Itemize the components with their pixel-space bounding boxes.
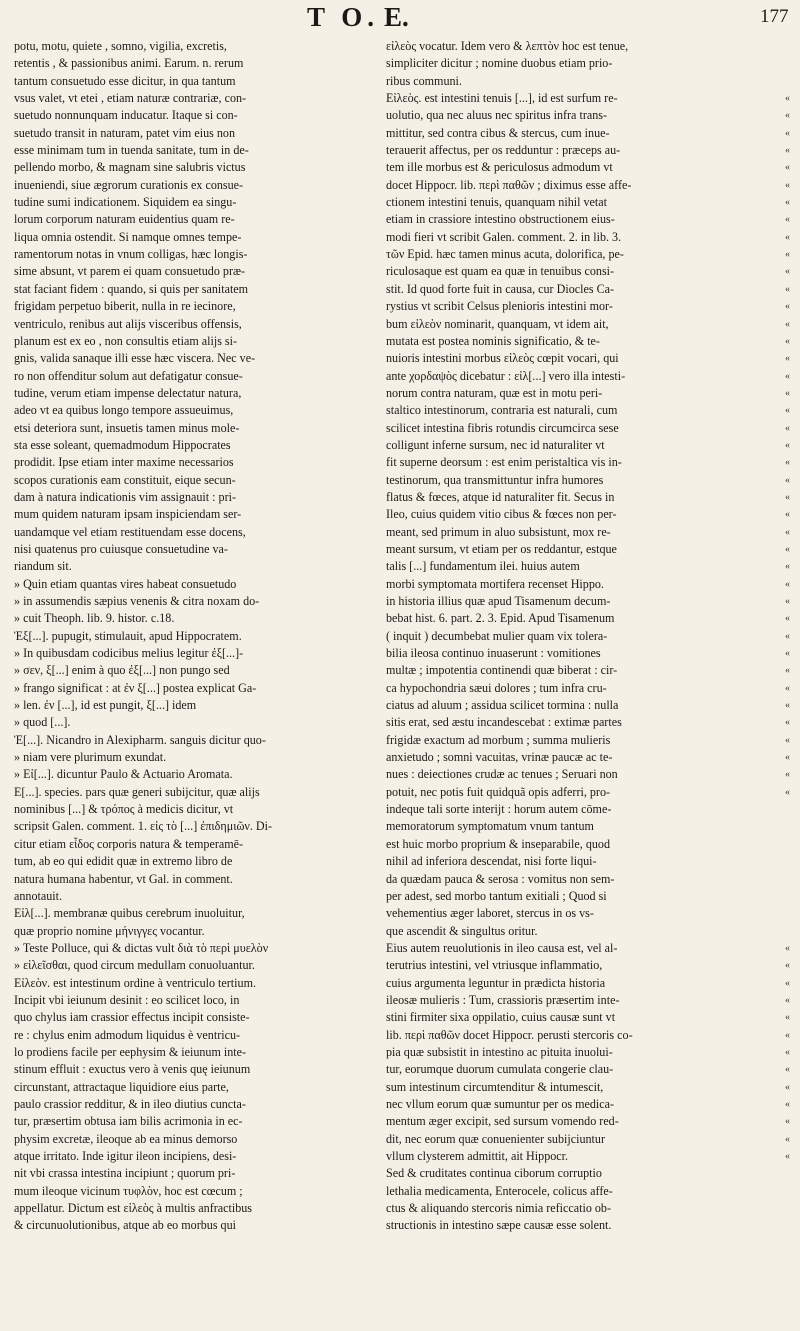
text-line — [386, 229, 790, 246]
text-line — [386, 1131, 790, 1148]
quotation-mark: « — [785, 318, 790, 330]
quotation-mark: « — [785, 249, 790, 261]
text-line-content: riculosaque est quam ea quæ in tenuibus consi- — [386, 264, 615, 279]
text-line-content: mentum æger excipit, sed sursum vomendo red- — [386, 1114, 619, 1129]
text-line — [386, 1165, 770, 1182]
text-line: mum quidem naturam ipsam inspiciendam ser- — [14, 507, 242, 522]
text-line-content: ctus & aliquando stercoris nimia reficcatio ob- — [386, 1201, 612, 1216]
text-line — [386, 888, 770, 905]
text-line: » σεν, ξ[...] enim à quo ἐξ[...] non pungo sed — [14, 663, 230, 678]
quotation-mark: « — [785, 422, 790, 434]
text-line-content: stit. Id quod forte fuit in causa, cur Diocles Ca- — [386, 281, 615, 296]
text-line — [386, 437, 790, 454]
quotation-mark: « — [785, 734, 790, 746]
text-line: vsus valet, vt etei , etiam naturæ contrariæ, con- — [14, 91, 247, 106]
text-line — [386, 385, 790, 402]
quotation-mark: « — [785, 509, 790, 521]
text-line — [386, 1096, 790, 1113]
text-line — [386, 454, 790, 471]
text-line — [386, 905, 770, 922]
text-line — [386, 298, 790, 315]
quotation-mark: « — [785, 1081, 790, 1093]
text-line: mum ileoque vicinum τυφλὸν, hoc est cœcum ; — [14, 1183, 243, 1198]
text-line: uandamque vel etiam restituendam esse docens, — [14, 524, 246, 539]
running-head-right: E. — [384, 2, 409, 32]
text-line — [386, 142, 790, 159]
text-line: retentis , & passionibus animi. Earum. n. rerum — [14, 56, 244, 71]
quotation-mark: « — [785, 1029, 790, 1041]
text-line-content: ileosæ mulieris : Tum, crassioris præsertim inte- — [386, 992, 620, 1007]
text-line — [386, 194, 790, 211]
text-line — [386, 732, 790, 749]
text-line: pellendo morbo, & magnam sine salubris victus — [14, 160, 246, 175]
text-line: » cuit Theoph. lib. 9. histor. c.18. — [14, 611, 175, 626]
text-line — [386, 697, 790, 714]
quotation-mark: « — [785, 1064, 790, 1076]
text-line: appellatur. Dictum est εἰλεὸς à multis anfractibus — [14, 1201, 253, 1216]
text-line — [386, 558, 790, 575]
text-line — [386, 211, 790, 228]
text-line — [386, 1061, 790, 1078]
text-line-content: lib. περὶ παθῶν docet Hippocr. perusti stercoris co- — [386, 1027, 633, 1042]
text-line-content: vllum clysterem admittit, ait Hippocr. — [386, 1149, 569, 1163]
quotation-mark: « — [785, 301, 790, 313]
text-line — [386, 940, 790, 957]
text-line: » εἰλεῖσθαι, quod circum medullam conuoluantur. — [14, 958, 255, 973]
text-line — [386, 975, 790, 992]
text-line-content: anxietudo ; somni vacuitas, vrinæ paucæ ac te- — [386, 750, 613, 765]
text-line: Ἐξ[...]. pupugit, stimulauit, apud Hippocratem. — [14, 628, 242, 643]
text-line: nominibus [...] & τρόπος à medicis dicitur, vt — [14, 802, 234, 817]
text-line: quo chylus iam crassior effectus incipit consiste- — [14, 1010, 250, 1025]
text-line-content: frigidæ exactum ad morbum ; summa mulieris — [386, 732, 611, 747]
text-line — [386, 1027, 790, 1044]
text-line: annotauit. — [14, 888, 63, 903]
quotation-mark: « — [785, 769, 790, 781]
text-line: » niam vere plurimum exundat. — [14, 750, 167, 765]
quotation-mark: « — [785, 648, 790, 660]
text-line: Incipit vbi ieiunum desinit : eo scilicet loco, in — [14, 992, 240, 1007]
quotation-mark: « — [785, 994, 790, 1006]
text-line-content: Ileo, cuius quidem vitio cibus & fœces non per- — [386, 507, 617, 522]
text-line: potu, motu, quiete , somno, vigilia, excretis, — [14, 39, 227, 53]
text-line: » in assumendis sæpius venenis & citra noxam do- — [14, 594, 260, 608]
running-head — [0, 2, 800, 38]
quotation-mark: « — [785, 214, 790, 226]
quotation-mark: « — [785, 543, 790, 555]
quotation-mark: « — [785, 110, 790, 122]
quotation-mark: « — [785, 387, 790, 399]
quotation-mark: « — [785, 1133, 790, 1145]
text-line — [386, 662, 790, 679]
quotation-mark: « — [785, 1046, 790, 1058]
text-line: tudine, verum etiam impense delectatur natura, — [14, 385, 242, 400]
text-line: » Teste Polluce, qui & dictas vult διὰ τὸ περὶ μυελὸν — [14, 940, 269, 955]
text-line: lorum corporum naturam euidentius quam re- — [14, 212, 235, 227]
text-line-content: in historia illius quæ apud Tisamenum decum- — [386, 594, 611, 608]
text-line-content: ( inquit ) decumbebat mulier quam vix tolera- — [386, 628, 608, 643]
text-line: tur, præsertim obtusa iam bilis acrimonia in ec- — [14, 1114, 243, 1129]
text-line-content: Sed & cruditates continua ciborum corruptio — [386, 1166, 602, 1181]
text-line — [386, 680, 790, 697]
text-line: citur etiam εἶδος corporis natura & temperamē- — [14, 836, 244, 851]
text-line-content: tem ille morbus est & periculosus admodum vt — [386, 160, 613, 175]
quotation-mark: « — [785, 145, 790, 157]
text-line-content: Eius autem reuolutionis in ileo causa est, vel al- — [386, 940, 618, 955]
quotation-mark: « — [785, 786, 790, 798]
text-line: scopos curationis eam constituit, eique secun- — [14, 472, 236, 487]
text-line — [386, 1217, 770, 1234]
quotation-mark: « — [785, 93, 790, 105]
text-line — [386, 402, 790, 419]
text-line — [386, 923, 770, 940]
text-line: paulo crassior redditur, & in ileo diutius cuncta- — [14, 1096, 246, 1111]
text-line — [386, 316, 790, 333]
text-line — [386, 368, 790, 385]
text-line-content: structionis in intestino sæpe causæ esse solent. — [386, 1218, 612, 1233]
text-line — [386, 714, 790, 731]
text-line-content: nues : deiectiones crudæ ac tenues ; Seruari non — [386, 767, 618, 782]
text-line: » Quin etiam quantas vires habeat consuetudo — [14, 576, 237, 591]
text-line-content: meant, sed primum in aluo subsistunt, mox re- — [386, 524, 611, 539]
text-line-content: modi fieri vt scribit Galen. comment. 2. in lib. 3. — [386, 229, 622, 244]
text-line: sime absunt, vt parem ei quam consuetudo præ- — [14, 264, 246, 279]
quotation-mark: « — [785, 370, 790, 382]
text-line-content: mutata est postea nominis significatio, & te- — [386, 333, 600, 348]
text-line: etsi deteriora sunt, insuetis tamen minus mole- — [14, 420, 240, 435]
text-line — [386, 836, 770, 853]
quotation-mark: « — [785, 491, 790, 503]
text-line: » frango significat : at ἐν ξ[...] postea explicat Ga- — [14, 680, 257, 695]
text-line-content: mittitur, sed contra cibus & stercus, cum inue- — [386, 125, 610, 140]
text-line — [386, 749, 790, 766]
text-line: riandum sit. — [14, 559, 72, 574]
text-line: » len. ἐν [...], id est pungit, ξ[...] idem — [14, 698, 197, 713]
text-line-content: nihil ad inferiora descendat, nisi forte liqui- — [386, 854, 597, 869]
text-line-content: nec vllum eorum quæ sumuntur per os medica- — [386, 1096, 615, 1111]
text-line — [386, 801, 770, 818]
text-line: tantum consuetudo esse dicitur, in qua tantum — [14, 73, 236, 88]
text-line-content: ribus communi. — [386, 73, 462, 88]
text-line-content: rystius vt scribit Celsus plenioris intestini mor- — [386, 299, 613, 314]
text-line: prodidit. Ipse etiam inter maxime necessarios — [14, 455, 234, 470]
quotation-mark: « — [785, 1116, 790, 1128]
quotation-mark: « — [785, 405, 790, 417]
text-line: frigidam perpetuo biberit, nulla in re iecinore, — [14, 299, 236, 314]
text-line: & circunuolutionibus, atque ab eo morbus qui — [14, 1218, 237, 1233]
text-line — [386, 90, 790, 107]
page-number: 177 — [760, 6, 789, 27]
quotation-mark: « — [785, 283, 790, 295]
text-line: » In quibusdam codicibus melius legitur ἐξ[...]- — [14, 646, 244, 661]
text-line — [386, 784, 790, 801]
text-line-content: potuit, nec potis fuit quidquã opis adferri, pro- — [386, 784, 611, 799]
running-head-left: T O. — [307, 2, 380, 32]
text-line — [386, 610, 790, 627]
text-line: re : chylus enim admodum liquidus è ventricu- — [14, 1027, 241, 1042]
text-line: adeo vt ea quibus longo tempore assueuimus, — [14, 403, 234, 418]
quotation-mark: « — [785, 439, 790, 451]
text-line-content: τῶν Epid. hæc tamen minus acuta, dolorifica, pe- — [386, 247, 624, 262]
text-line: stinum effluit : exuctus vero à venis quę ieiunum — [14, 1062, 251, 1077]
text-line-content: scilicet intestina fibris rotundis circumcirca sese — [386, 420, 619, 435]
text-line — [386, 524, 790, 541]
text-line — [386, 818, 770, 835]
text-line: Ε[...]. species. pars quæ generi subijcitur, quæ alijs — [14, 784, 260, 799]
text-line — [386, 1183, 770, 1200]
text-line — [386, 55, 770, 72]
text-line: circunstant, attractaque liquidiore eius parte, — [14, 1079, 229, 1094]
text-line — [386, 628, 790, 645]
text-line: dam à natura indicationis vim assignauit : pri- — [14, 489, 237, 504]
text-line-content: sitis erat, sed æstu incandescebat : extimæ partes — [386, 715, 622, 730]
text-line — [386, 1009, 790, 1026]
quotation-mark: « — [785, 335, 790, 347]
text-line: Εἰλεὸν. est intestinum ordine à ventriculo tertium. — [14, 975, 257, 990]
text-line: Ἐ[...]. Nicandro in Alexipharm. sanguis dicitur quo- — [14, 732, 266, 747]
text-line — [386, 246, 790, 263]
text-line — [386, 333, 790, 350]
text-line-content: Εἰλεὸς. est intestini tenuis [...], id est surfum re- — [386, 91, 618, 106]
text-line-content: indeque tali sorte interijt : horum autem cōme- — [386, 802, 612, 817]
text-line: planum est ex eo , non consultis etiam alijs si- — [14, 333, 238, 348]
text-line — [386, 576, 790, 593]
quotation-mark: « — [785, 752, 790, 764]
text-line: » quod [...]. — [14, 715, 71, 730]
text-line — [386, 420, 790, 437]
text-line-content: simpliciter dicitur ; nomine duobus etiam prio- — [386, 56, 613, 71]
text-line — [386, 38, 770, 55]
text-line-content: est huic morbo proprium & inseparabile, quod — [386, 836, 611, 851]
text-line — [386, 177, 790, 194]
text-line-content: εἰλεὸς vocatur. Idem vero & λεπτὸν hoc est tenue, — [386, 39, 629, 53]
text-line: sta esse soleant, quemadmodum Hippocrates — [14, 437, 231, 452]
text-line: ramentorum notas in vnum colligas, hæc longis- — [14, 247, 248, 262]
text-line — [386, 281, 790, 298]
text-line: liqua omnia ostendit. Si namque omnes tempe- — [14, 229, 242, 244]
text-line-content: meant sursum, vt etiam per os reddantur, estque — [386, 541, 617, 556]
text-line-content: lethalia medicamenta, Enterocele, colicus affe- — [386, 1183, 613, 1198]
text-line-content: vehementius æger laboret, stercus in os vs- — [386, 906, 594, 921]
text-line — [386, 350, 790, 367]
text-line-content: uolutio, qua nec aluus nec spiritus infra trans- — [386, 108, 607, 123]
quotation-mark: « — [785, 457, 790, 469]
text-line — [386, 593, 790, 610]
text-line-content: bilia ileosa continuo inuaserunt : vomitiones — [386, 646, 601, 661]
text-line-content: bebat hist. 6. part. 2. 3. Epid. Apud Tisamenum — [386, 611, 615, 626]
quotation-mark: « — [785, 231, 790, 243]
text-line: nisi quatenus pro cuiusque consuetudine va- — [14, 541, 228, 556]
text-line-content: etiam in crassiore intestino obstructionem eius- — [386, 212, 615, 227]
quotation-mark: « — [785, 613, 790, 625]
quotation-mark: « — [785, 700, 790, 712]
text-line: tudine sumi indicationem. Siquidem ea singu- — [14, 195, 237, 210]
text-line: » Εἰ[...]. dicuntur Paulo & Actuario Aromata. — [14, 767, 233, 782]
text-line-content: terutrius intestini, vel vtriusque inflammatio, — [386, 958, 603, 973]
text-line — [386, 1148, 790, 1165]
text-line — [386, 871, 770, 888]
quotation-mark: « — [785, 1151, 790, 1162]
text-line-content: tur, eorumque duorum cumulata congerie clau- — [386, 1062, 614, 1077]
text-line-content: ctionem intestini tenuis, quanquam nihil vetat — [386, 195, 608, 210]
text-line-content: docet Hippocr. lib. περὶ παθῶν ; diximus esse affe- — [386, 177, 632, 192]
text-line-content: ante χορδαψὸς dicebatur : εἰλ[...] vero illa intesti- — [386, 368, 626, 383]
quotation-mark: « — [785, 942, 790, 954]
text-line — [386, 1113, 790, 1130]
right-column — [386, 38, 790, 1235]
text-line-content: memoratorum symptomatum vnum tantum — [386, 819, 594, 834]
quotation-mark: « — [785, 561, 790, 573]
text-line — [386, 506, 790, 523]
text-line — [386, 957, 790, 974]
quotation-mark: « — [785, 266, 790, 278]
quotation-mark: « — [785, 682, 790, 694]
text-line: suetudo nonnunquam inducatur. Itaque si con- — [14, 108, 238, 123]
text-line — [386, 541, 790, 558]
text-line — [386, 1079, 790, 1096]
quotation-mark: « — [785, 127, 790, 139]
text-line: stat faciant fidem : quando, si quis per sanitatem — [14, 281, 249, 296]
text-line — [386, 73, 770, 90]
text-line-content: dit, nec eorum quæ conuenienter subijciuntur — [386, 1131, 605, 1146]
text-line: scripsit Galen. comment. 1. εἰς τὸ [...] ἐπιδημιῶν. Di- — [14, 819, 273, 834]
text-line: ro non offenditur solum aut defatigatur consue- — [14, 368, 243, 383]
text-line-content: pia quæ subsistit in intestino ac pituita inuolui- — [386, 1044, 613, 1059]
text-line: Εἰλ[...]. membranæ quibus cerebrum inuoluitur, — [14, 906, 245, 921]
quotation-mark: « — [785, 665, 790, 677]
text-line-content: ca hypochondria sæui dolores ; tum infra cru- — [386, 680, 607, 695]
text-line-content: bum εἰλεὸν nominarit, quanquam, vt idem ait, — [386, 316, 609, 331]
text-line — [386, 853, 770, 870]
text-line: inueniendi, siue ægrorum curationis ex consue- — [14, 177, 244, 192]
text-line — [386, 992, 790, 1009]
text-line-content: multæ ; impotentia continendi quæ biberat : cir- — [386, 663, 618, 678]
text-line-content: flatus & fœces, atque id naturaliter fit. Secus in — [386, 489, 615, 504]
text-line-content: norum contra naturam, quæ est in motu peri- — [386, 385, 603, 400]
text-line-content: fit superne deorsum : est enim peristaltica vis in- — [386, 455, 622, 470]
quotation-mark: « — [785, 1098, 790, 1110]
text-line: ventriculo, renibus aut alijs visceribus offensis, — [14, 316, 242, 331]
text-line — [386, 489, 790, 506]
text-line: suetudo transit in naturam, patet vim eius non — [14, 125, 236, 140]
text-line — [386, 472, 790, 489]
text-line-content: staltico intestinorum, contraria est naturali, cum — [386, 403, 618, 418]
text-line: lo prodiens facile per eephysim & ieiunum inte- — [14, 1044, 247, 1059]
text-line — [386, 1044, 790, 1061]
text-line-content: testinorum, qua transmittuntur infra humores — [386, 472, 604, 487]
text-line-content: nuioris intestini morbus εἰλεὸς cœpit vocari, qui — [386, 351, 619, 366]
text-line: natura humana habentur, vt Gal. in comment. — [14, 871, 233, 886]
quotation-mark: « — [785, 596, 790, 607]
text-line — [386, 1200, 770, 1217]
quotation-mark: « — [785, 197, 790, 209]
text-line — [386, 766, 790, 783]
quotation-mark: « — [785, 162, 790, 174]
quotation-mark: « — [785, 353, 790, 365]
text-line: esse minimam tum in tuenda sanitate, tum in de- — [14, 143, 249, 158]
quotation-mark: « — [785, 960, 790, 972]
text-line: tum, ab eo qui edidit quæ in extremo libro de — [14, 854, 233, 869]
text-line: nit vbi crassa intestina incipiunt ; quorum pri- — [14, 1166, 236, 1181]
text-line-content: colligunt inferne sursum, nec id naturaliter vt — [386, 437, 605, 452]
quotation-mark: « — [785, 474, 790, 486]
text-line — [386, 107, 790, 124]
text-line — [386, 125, 790, 142]
text-line-content: ciatus ad aluum ; assidua scilicet tormina : nulla — [386, 698, 619, 713]
text-line — [386, 263, 790, 280]
text-line: atque irritato. Inde igitur ileon incipiens, desi- — [14, 1149, 237, 1163]
text-line-content: sum intestinum circumtenditur & intumescit, — [386, 1079, 604, 1094]
text-line-content: stini firmiter sixa oppilatio, cuius causæ sunt vt — [386, 1010, 616, 1025]
text-line-content: morbi symptomata mortifera recenset Hippo. — [386, 576, 604, 591]
text-line-content: talis [...] fundamentum ilei. huius autem — [386, 559, 580, 574]
quotation-mark: « — [785, 526, 790, 538]
quotation-mark: « — [785, 578, 790, 590]
text-line — [386, 159, 790, 176]
text-line: quæ proprio nomine μήνιγγες vocantur. — [14, 923, 205, 938]
text-line-content: que ascendit & singultus oritur. — [386, 923, 538, 938]
quotation-mark: « — [785, 1012, 790, 1024]
quotation-mark: « — [785, 179, 790, 191]
text-line-content: per adest, sed morbo tantum exitiali ; Quod si — [386, 888, 607, 903]
text-line-content: da quædam pauca & serosa : vomitus non sem- — [386, 871, 615, 886]
text-line-content: terauerit affectus, per os redduntur : præceps au- — [386, 143, 621, 158]
text-line — [386, 645, 790, 662]
quotation-mark: « — [785, 977, 790, 989]
left-column — [14, 38, 382, 1235]
quotation-mark: « — [785, 717, 790, 729]
text-line: gnis, valida sanaque illi esse hæc viscera. Nec ve- — [14, 351, 256, 366]
quotation-mark: « — [785, 630, 790, 642]
text-line-content: cuius argumenta leguntur in prædicta historia — [386, 975, 606, 990]
text-line: physim excretæ, ileoque ab ea minus demorso — [14, 1131, 238, 1146]
